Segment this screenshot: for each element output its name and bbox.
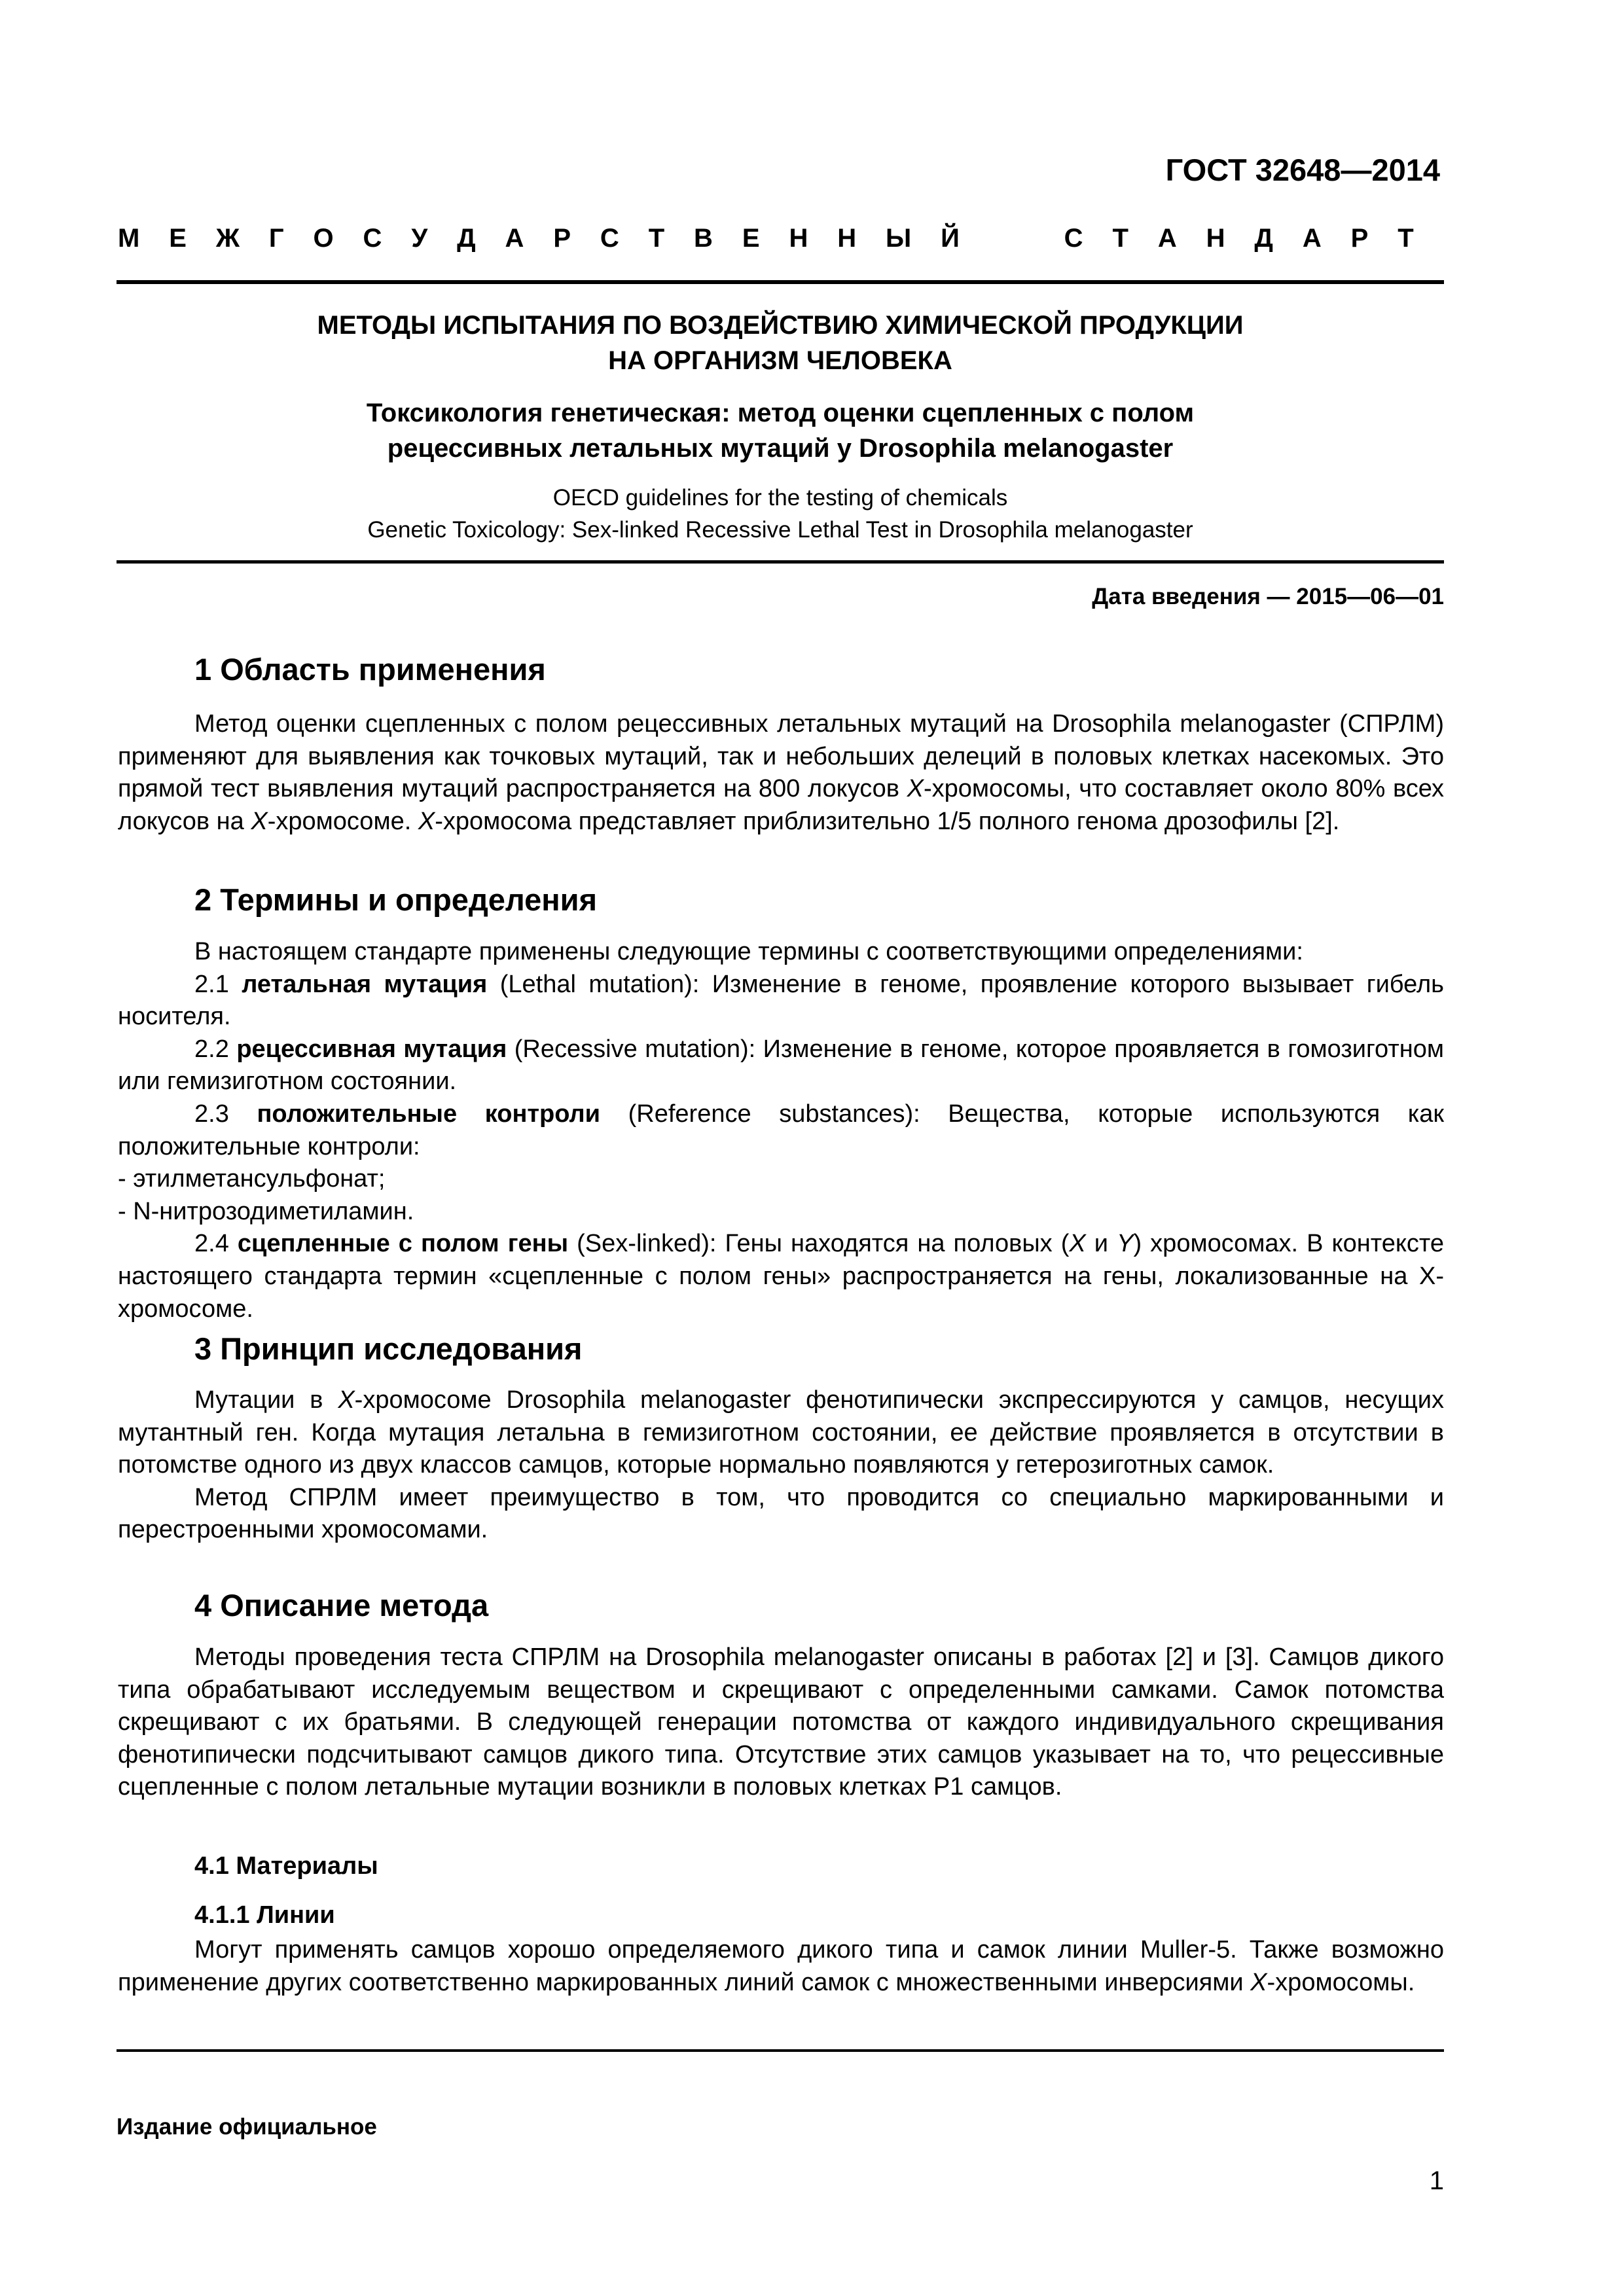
- sub-title-line2: рецессивных летальных мутаций у Drosophila melanogaster: [387, 434, 1174, 463]
- term-2-1: 2.1 летальная мутация (Lethal mutation): Изменение в геноме, проявление которого вызывает гибель носителя.: [118, 970, 1444, 1031]
- banner-interstate-letter: А: [505, 224, 524, 253]
- section-2-intro: В настоящем стандарте применены следующие термины с соответствующими определениями:: [194, 938, 1303, 965]
- banner-interstate-letter: Н: [789, 224, 808, 253]
- english-title-line1: OECD guidelines for the testing of chemicals: [552, 485, 1008, 511]
- footer-rule: [117, 2049, 1444, 2052]
- banner-interstate-letter: О: [313, 224, 334, 253]
- subsection-4-1-heading: 4.1 Материалы: [194, 1852, 378, 1880]
- banner-standard-letter: Р: [1350, 224, 1369, 253]
- section-1-heading: 1 Область применения: [194, 652, 546, 687]
- section-1-body: [118, 708, 1444, 838]
- page-number: 1: [1429, 2166, 1444, 2195]
- banner-interstate-letter: Г: [268, 224, 284, 253]
- banner-interstate-letter: Е: [742, 224, 760, 253]
- section-3-heading: 3 Принцип исследования: [194, 1331, 583, 1366]
- main-title-line2: НА ОРГАНИЗМ ЧЕЛОВЕКА: [608, 346, 952, 375]
- banner-word-gap: [989, 224, 1035, 253]
- subsection-4-1-1-body: [118, 1934, 1444, 1999]
- section-4-heading: 4 Описание метода: [194, 1588, 489, 1623]
- section-3-body: [118, 1384, 1444, 1547]
- banner-standard-letter: Т: [1398, 224, 1414, 253]
- banner-interstate-letter: В: [694, 224, 713, 253]
- sub-title-line1: Токсикология генетическая: метод оценки сцепленных с полом: [366, 399, 1195, 427]
- header-rule: [117, 280, 1444, 284]
- banner-standard-letter: А: [1157, 224, 1177, 253]
- main-title: [117, 308, 1444, 378]
- term-2-4: 2.4 сцепленные с полом гены (Sex-linked): Гены находятся на половых (X и Y) хромосомах. В контексте настоящего стандарта термин «сцепленные с полом гены» распространяется на гены, локализованные на X-хромосоме.: [118, 1230, 1444, 1323]
- banner-interstate-letter: Р: [553, 224, 571, 253]
- banner-interstate-letter: Т: [648, 224, 665, 253]
- term-2-2: 2.2 рецессивная мутация (Recessive mutation): Изменение в геноме, которое проявляется в гомозиготном или гемизиготном состоянии.: [118, 1035, 1444, 1096]
- standard-number: ГОСТ 32648—2014: [1165, 152, 1440, 187]
- banner-standard-letter: Т: [1112, 224, 1128, 253]
- section-3-paragraph-1: Мутации в X-хромосоме Drosophila melanogaster фенотипически экспрессируются у самцов, несущих мутантный ген. Когда мутация летальна в гемизиготном состоянии, ее действие проявляется в отсутствии в потомстве одного из двух классов самцов, которые нормально появляются у гетерозиготных самок.: [118, 1386, 1444, 1479]
- term-2-3: 2.3 положительные контроли (Reference substances): Вещества, которые используются как положительные контроли:: [118, 1100, 1444, 1160]
- official-edition-label: Издание официальное: [117, 2114, 377, 2140]
- banner-interstate-letter: Й: [941, 224, 960, 253]
- sub-title: [117, 395, 1444, 466]
- english-title: [117, 482, 1444, 546]
- term-2-3-item-1: - этилметансульфонат;: [118, 1165, 386, 1193]
- title-rule: [117, 560, 1444, 564]
- banner-interstate-letter: Ы: [886, 224, 912, 253]
- section-4-body: [118, 1641, 1444, 1804]
- section-3-paragraph-2: Метод СПРЛМ имеет преимущество в том, что проводится со специально маркированными и перестроенными хромосомами.: [118, 1483, 1444, 1544]
- section-2-body: [118, 936, 1444, 1325]
- banner-standard-letter: А: [1302, 224, 1322, 253]
- banner-interstate-letter: Д: [457, 224, 476, 253]
- banner-interstate-letter: Ж: [215, 224, 240, 253]
- banner-interstate-letter: Е: [169, 224, 187, 253]
- banner-interstate-letter: М: [118, 224, 140, 253]
- banner-interstate-letter: У: [411, 224, 428, 253]
- banner-standard-letter: Д: [1254, 224, 1273, 253]
- banner-standard-letter: С: [1064, 224, 1083, 253]
- section-1-paragraph: Метод оценки сцепленных с полом рецессивных летальных мутаций на Drosophila melanogaster (СПРЛМ) применяют для выявления как точковых мутаций, так и небольших делеций в половых клетках насекомых. Это прямой тест выявления мутаций распространяется на 800 локусов X-хромосомы, что составляет около 80% всех локусов на X-хромосоме. X-хромосома представляет приблизительно 1/5 полного генома дрозофилы [2].: [118, 710, 1445, 835]
- banner-interstate-letter: С: [600, 224, 619, 253]
- subsection-4-1-1-paragraph: Могут применять самцов хорошо определяемого дикого типа и самок линии Muller-5. Также возможно применение других соответственно маркированных линий самок с множественными инверсиями X-хромосомы.: [118, 1936, 1444, 1996]
- term-2-3-item-2: - N-нитрозодиметиламин.: [118, 1197, 414, 1225]
- section-4-paragraph: Методы проведения теста СПРЛМ на Drosophila melanogaster описаны в работах [2] и [3]. Самцов дикого типа обрабатывают исследуемым веществом и скрещивают с определенными самками. Самок потомства скрещивают с их братьями. В следующей генерации потомства от каждого индивидуального скрещивания фенотипически подсчитывают самцов дикого типа. Отсутствие этих самцов указывает на то, что рецессивные сцепленные с полом летальные мутации возникли в половых клетках P1 самцов.: [118, 1643, 1444, 1801]
- introduction-date: Дата введения — 2015—06—01: [1092, 584, 1444, 609]
- banner-interstate-letter: Н: [837, 224, 857, 253]
- banner-interstate-letter: С: [363, 224, 382, 253]
- interstate-standard-banner: [118, 224, 1414, 253]
- subsection-4-1-1-heading: 4.1.1 Линии: [194, 1901, 335, 1929]
- english-title-line2: Genetic Toxicology: Sex-linked Recessive Lethal Test in Drosophila melanogaster: [367, 517, 1193, 543]
- section-2-heading: 2 Термины и определения: [194, 882, 597, 917]
- main-title-line1: МЕТОДЫ ИСПЫТАНИЯ ПО ВОЗДЕЙСТВИЮ ХИМИЧЕСКОЙ ПРОДУКЦИИ: [317, 311, 1244, 340]
- banner-standard-letter: Н: [1206, 224, 1225, 253]
